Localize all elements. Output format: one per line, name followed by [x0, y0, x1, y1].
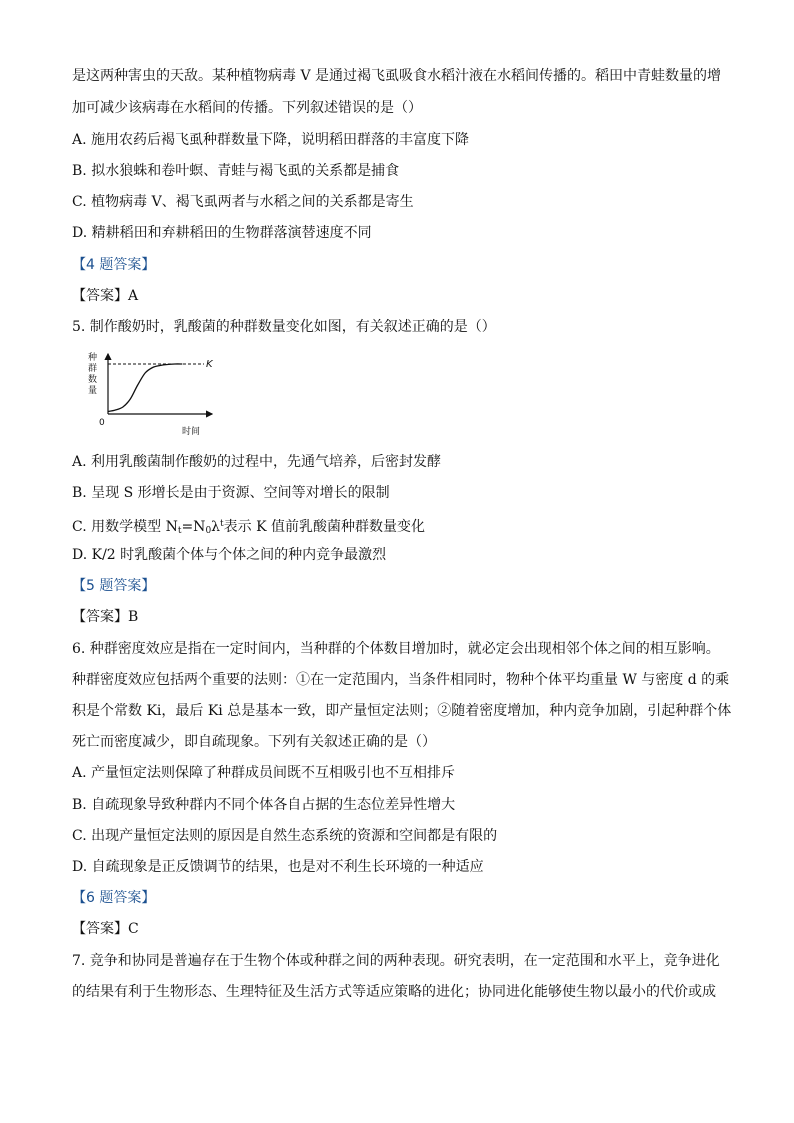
- q6-answer: 【答案】C: [72, 921, 139, 937]
- q5-option-c-subscript-0: 0: [205, 526, 212, 536]
- q5-stem: 5. 制作酸奶时，乳酸菌的种群数量变化如图，有关叙述正确的是（）: [72, 319, 496, 335]
- q6-stem-line-2: 种群密度效应包括两个重要的法则：①在一定范围内，当条件相同时，物种个体平均重量 W 与密度 d 的乘: [72, 672, 730, 688]
- x-axis-label: 时间: [182, 427, 201, 437]
- q5-option-a: A. 利用乳酸菌制作酸奶的过程中，先通气培养，后密封发酵: [72, 454, 442, 470]
- q4-option-a: A. 施用农药后褐飞虱种群数量下降，说明稻田群落的丰富度下降: [72, 132, 470, 148]
- q7-stem-line-2: 的结果有利于生物形态、生理特征及生活方式等适应策略的进化；协同进化能够使生物以最小的代价或成: [72, 984, 716, 1000]
- y-axis-label: [88, 351, 97, 396]
- q5-answer-section: 【5 题答案】: [72, 578, 156, 594]
- y-axis-label-char: 群: [88, 364, 98, 374]
- q5-option-c-lambda: λ: [211, 519, 221, 535]
- q4-stem-line-2: 加可减少该病毒在水稻间的传播。下列叙述错误的是（）: [72, 100, 422, 116]
- q5-population-chart: [84, 348, 214, 440]
- q4-stem-line-1: 是这两种害虫的天敌。某种植物病毒 V 是通过褐飞虱吸食水稻汁液在水稻间传播的。稻田中青蛙数量的增: [72, 68, 722, 84]
- q5-option-c-superscript-t: t: [220, 519, 224, 529]
- q6-option-d: D. 自疏现象是正反馈调节的结果，也是对不利生长环境的一种适应: [72, 859, 484, 875]
- q5-option-c-suffix: 表示 K 值前乳酸菌种群数量变化: [223, 519, 426, 535]
- q5-option-b: B. 呈现 S 形增长是由于资源、空间等对增长的限制: [72, 485, 390, 501]
- s-shaped-growth-curve: [108, 364, 182, 412]
- origin-label: 0: [99, 418, 105, 428]
- q6-stem-line-4: 死亡而密度减少，即自疏现象。下列有关叙述正确的是（）: [72, 734, 436, 750]
- q5-option-d: D. K/2 时乳酸菌个体与个体之间的种内竞争最激烈: [72, 547, 387, 563]
- q6-option-a: A. 产量恒定法则保障了种群成员间既不互相吸引也不互相排斥: [72, 765, 456, 781]
- q5-option-c-subscript-t: t: [177, 526, 182, 536]
- q4-answer-section: 【4 题答案】: [72, 257, 156, 273]
- q5-option-c-prefix: C. 用数学模型 N: [72, 519, 178, 535]
- q4-answer: 【答案】A: [72, 288, 139, 304]
- q4-option-b: B. 拟水狼蛛和卷叶螟、青蛙与褐飞虱的关系都是捕食: [72, 163, 400, 179]
- q7-stem-line-1: 7. 竞争和协同是普遍存在于生物个体或种群之间的两种表现。研究表明，在一定范围和水平上，竞争进化: [72, 953, 720, 969]
- q5-option-c-equals: =N: [181, 519, 206, 535]
- y-axis-label-char: 数: [88, 375, 98, 385]
- q6-option-b: B. 自疏现象导致种群内不同个体各自占据的生态位差异性增大: [72, 797, 456, 813]
- q6-stem-line-1: 6. 种群密度效应是指在一定时间内，当种群的个体数目增加时，就必定会出现相邻个体之间的相互影响。: [72, 641, 720, 657]
- k-label: K: [206, 359, 213, 370]
- q4-option-c: C. 植物病毒 V、褐飞虱两者与水稻之间的关系都是寄生: [72, 194, 414, 210]
- q5-option-c: [72, 514, 425, 541]
- q6-answer-section: 【6 题答案】: [72, 890, 156, 906]
- q4-option-d: D. 精耕稻田和弃耕稻田的生物群落演替速度不同: [72, 225, 372, 241]
- q5-answer: 【答案】B: [72, 609, 139, 625]
- q6-stem-line-3: 积是个常数 Ki，最后 Ki 总是基本一致，即产量恒定法则；②随着密度增加，种内竞争加剧，引起种群个体: [72, 703, 732, 719]
- q6-option-c: C. 出现产量恒定法则的原因是自然生态系统的资源和空间都是有限的: [72, 828, 498, 844]
- y-axis-label-char: 量: [88, 386, 98, 396]
- y-axis-label-char: 种: [88, 353, 98, 363]
